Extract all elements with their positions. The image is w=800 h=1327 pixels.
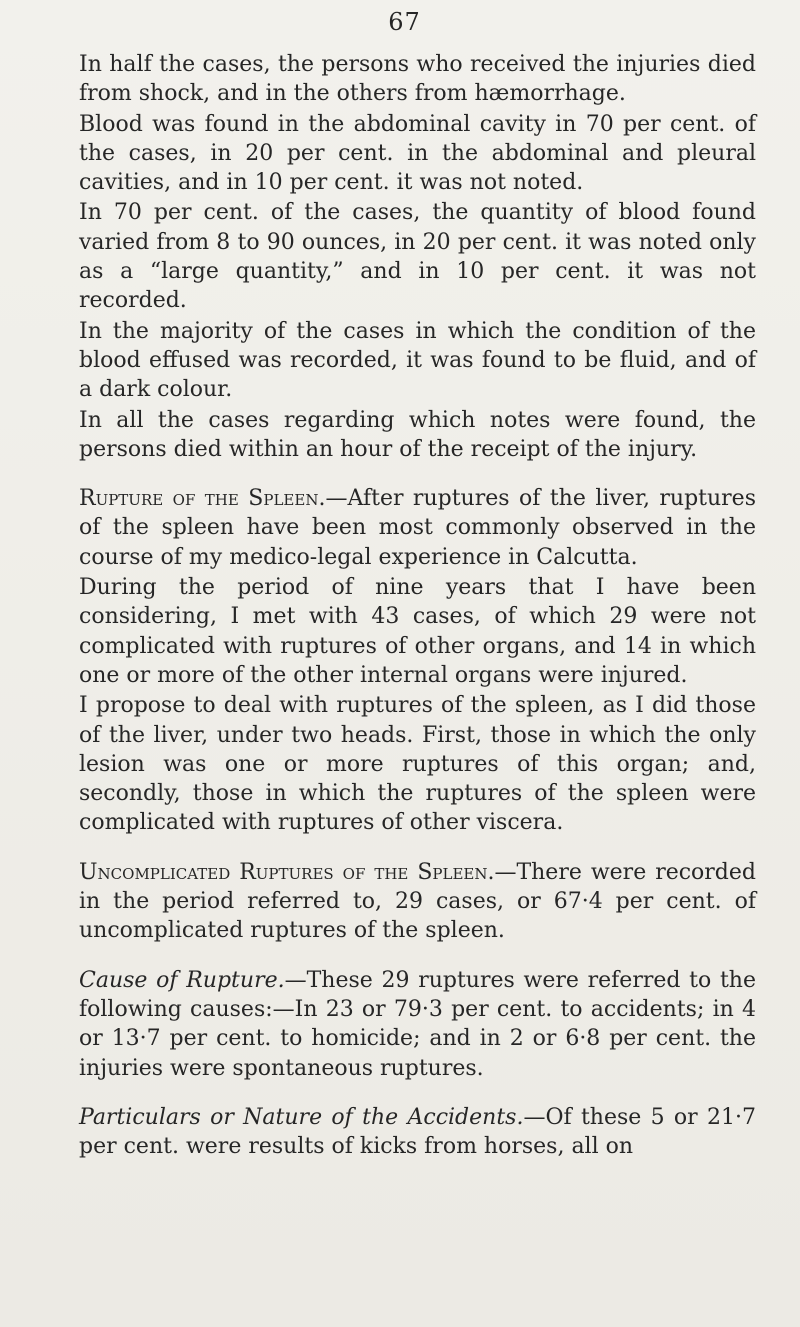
paragraph-7: During the period of nine years that I have been considering, I met with 43 cases, of which 29 were not complicated with ruptures of other organs, and 14 in which one or more of the other internal organs were injured. [79, 575, 756, 688]
paragraph-cause [79, 966, 756, 1083]
section-heading-rupture-spleen: Rupture of the Spleen. [79, 486, 326, 512]
subheading-cause-of-rupture: Cause of Rupture. [79, 967, 285, 993]
paragraph-8: I propose to deal with ruptures of the spleen, as I did those of the liver, under two heads. First, those in which the only lesion was one or more ruptures of this organ; and, secondly, those in which the ruptures of the spleen were complicated with ruptures of other viscera. [79, 693, 756, 836]
paragraph-5: In all the cases regarding which notes were found, the persons died within an hour of the receipt of the injury. [79, 407, 756, 462]
page-number: 67 [388, 8, 421, 36]
paragraph-cause-text: —These 29 ruptures were referred to the following causes:—In 23 or 79·3 per cent. to accidents; in 4 or 13·7 per cent. to homicide; and in 2 or 6·8 per cent. the injuries were spontaneous ruptures. [79, 967, 756, 1081]
subheading-particulars: Particulars or Nature of the Accidents. [79, 1104, 524, 1130]
paragraph-particulars [79, 1103, 756, 1162]
section-heading-uncomplicated: Uncomplicated Ruptures of the Spleen. [79, 859, 495, 885]
paragraph-2: Blood was found in the abdominal cavity in 70 per cent. of the cases, in 20 per cent. in the abdominal and pleural cavities, and in 10 per cent. it was not noted. [79, 111, 756, 196]
paragraph-3: In 70 per cent. of the cases, the quantity of blood found varied from 8 to 90 ounces, in 20 per cent. it was noted only as a “large quantity,” and in 10 per cent. it was not recorded. [79, 200, 756, 314]
paragraph-uncomplicated-text: —There were recorded in the period referred to, 29 cases, or 67·4 per cent. of uncomplicated ruptures of the spleen. [79, 859, 756, 944]
paragraph-particulars-text: —Of these 5 or 21·7 per cent. were results of kicks from horses, all on [79, 1104, 757, 1160]
paragraph-1: In half the cases, the persons who received the injuries died from shock, and in the others from hæmorrhage. [79, 52, 756, 107]
paragraph-spleen-rupture-text: —After ruptures of the liver, ruptures of the spleen have been most commonly observed in the course of my medico-legal experience in Calcutta. [79, 486, 756, 570]
paragraph-4: In the majority of the cases in which the condition of the blood effused was recorded, it was found to be fluid, and of a dark colour. [79, 318, 756, 403]
paragraph-uncomplicated [79, 858, 756, 946]
paragraph-spleen-rupture [79, 484, 756, 572]
